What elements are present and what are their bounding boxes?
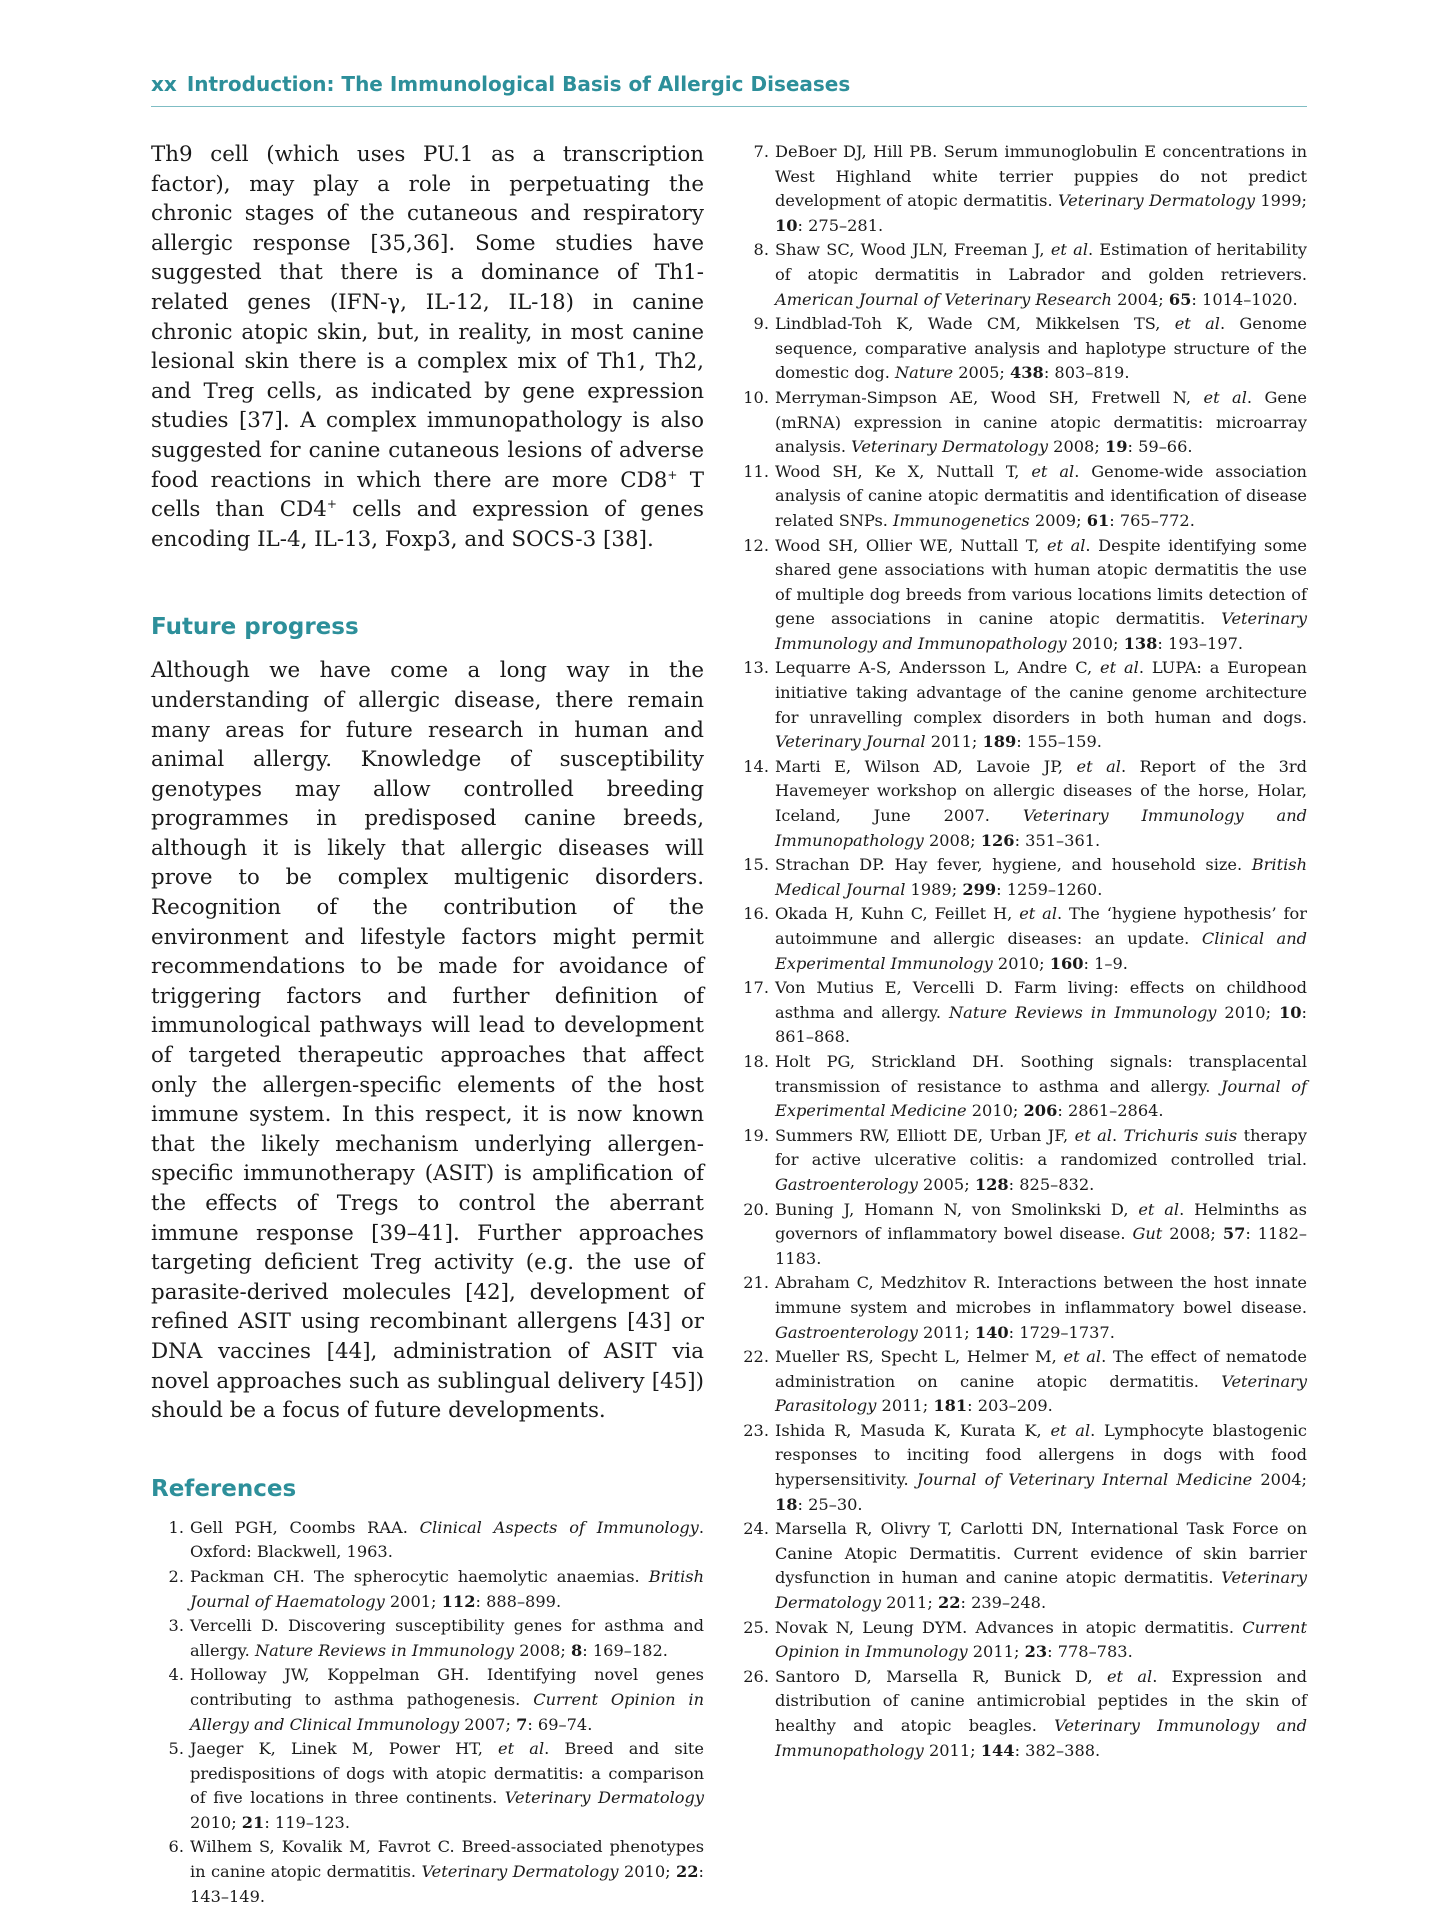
reference-journal: Gastroenterology <box>775 1322 918 1342</box>
reference-authors: Gell PGH, Coombs RAA. <box>190 1517 420 1537</box>
reference-year: 2011; <box>967 1642 1025 1662</box>
reference-year: 2009; <box>1029 510 1087 530</box>
reference-number: 25. <box>743 1617 769 1637</box>
reference-item <box>151 1737 704 1835</box>
reference-text <box>190 1565 704 1614</box>
reference-journal: Veterinary Immunology and Immunopathology <box>775 1716 1307 1760</box>
reference-year: 1999; <box>1255 191 1308 211</box>
reference-volume: 10 <box>1279 1002 1302 1022</box>
reference-pages: : 1182–1183. <box>775 1224 1307 1268</box>
reference-pages: : 803–819. <box>1043 363 1130 383</box>
reference-journal: Journal of Experimental Medicine <box>775 1076 1307 1121</box>
reference-pages: : 239–248. <box>960 1593 1047 1613</box>
reference-title: . Gene (mRNA) expression in canine atopic dermatitis: microarray analysis. <box>775 387 1308 457</box>
reference-volume: 299 <box>962 879 997 899</box>
reference-volume: 438 <box>1010 363 1044 383</box>
reference-authors: Wilhem S, Kovalik M, Favrot C. Breed-associated phenotypes in canine atopic dermatitis. <box>190 1837 704 1882</box>
reference-title: . Expression and distribution of canine antimicrobial peptides in the skin of healthy and atopic beagles. <box>775 1666 1308 1735</box>
reference-year: 2008; <box>1162 1224 1223 1244</box>
reference-item <box>736 1616 1307 1665</box>
reference-etal: et al <box>1106 1666 1153 1686</box>
reference-volume: 140 <box>974 1322 1009 1342</box>
reference-title: . Breed and site predispositions of dogs with atopic dermatitis: a comparison of five locations in three continents. <box>190 1739 704 1808</box>
reference-text <box>775 1419 1307 1517</box>
reference-journal: American Journal of Veterinary Research <box>775 289 1112 309</box>
reference-text <box>775 534 1307 657</box>
reference-journal: Veterinary Dermatology <box>504 1788 704 1808</box>
reference-text <box>775 460 1307 534</box>
reference-number: 10. <box>743 387 769 407</box>
reference-volume: 144 <box>980 1740 1015 1760</box>
reference-authors: Holt PG, Strickland DH. Soothing signals: transplacental transmission of resistance to asthma and allergy. <box>775 1051 1307 1096</box>
reference-number: 6. <box>168 1837 184 1857</box>
superscript: + <box>326 497 337 511</box>
reference-item <box>736 656 1307 754</box>
reference-number: 8. <box>753 240 769 260</box>
reference-item <box>736 755 1307 853</box>
reference-authors: Okada H, Kuhn C, Feillet H, <box>775 904 1020 924</box>
reference-volume: 7 <box>516 1714 528 1734</box>
reference-text <box>190 1737 704 1835</box>
paragraph-text: T cells than CD4 <box>151 467 704 523</box>
reference-pages: : 1–9. <box>1083 953 1128 973</box>
reference-pages: : 25–30. <box>797 1494 863 1514</box>
reference-volume: 22 <box>676 1862 699 1882</box>
reference-number: 24. <box>743 1519 769 1539</box>
reference-pages: : 203–209. <box>967 1396 1053 1416</box>
reference-number: 1. <box>168 1517 184 1537</box>
reference-item <box>151 1835 704 1909</box>
reference-volume: 8 <box>571 1640 583 1660</box>
reference-etal: et al <box>1074 1125 1112 1145</box>
reference-title: . The effect of nematode administration on canine atopic dermatitis. <box>775 1347 1308 1391</box>
reference-year: 2011; <box>925 732 983 752</box>
reference-authors: Marti E, Wilson AD, Lavoie JP, <box>775 756 1077 776</box>
reference-year: 2007; <box>459 1714 517 1734</box>
reference-number: 26. <box>743 1666 769 1686</box>
reference-item <box>736 1665 1307 1763</box>
reference-authors: Santoro D, Marsella R, Bunick D, <box>775 1666 1107 1686</box>
section-heading-future-progress: Future progress <box>151 614 359 641</box>
reference-journal: Veterinary Immunology and Immunopathology <box>775 806 1307 850</box>
reference-number: 17. <box>743 978 769 998</box>
reference-item <box>736 1517 1307 1615</box>
reference-text <box>775 853 1307 902</box>
running-title: Introduction: The Immunological Basis of Allergic Diseases <box>186 72 851 96</box>
reference-title: . Despite identifying some shared gene associations with human atopic dermatitis the use of multiple dog breeds from various locations limits detection of gene associations in canine atopic dermatitis. <box>775 535 1307 629</box>
reference-title: . Lymphocyte blastogenic responses to inciting food allergens in dogs with food hypersensitivity. <box>775 1420 1307 1490</box>
reference-number: 13. <box>743 658 769 678</box>
reference-pages: : 275–281. <box>797 215 884 235</box>
reference-pages: : 1729–1737. <box>1008 1322 1115 1342</box>
reference-pages: : 825–832. <box>1008 1174 1095 1194</box>
reference-etal: et al <box>1063 1347 1102 1367</box>
page-number: xx <box>151 72 177 96</box>
reference-year: 2010; <box>966 1101 1024 1121</box>
reference-item <box>736 1198 1307 1272</box>
reference-number: 23. <box>743 1420 769 1440</box>
body-paragraph: Although we have come a long way in the understanding of allergic disease, there remain many areas for future research in human and animal allergy. Knowledge of susceptibility genotypes may allow controlled breeding programmes in predisposed canine breeds, although it is likely that allergic diseases will prove to be complex multigenic disorders. Recognition of the contribution of the environment and lifestyle factors might permit recommendations to be made for avoidance of triggering factors and further definition of immunological pathways will lead to development of targeted therapeutic approaches that affect only the allergen-specific elements of the host immune system. In this respect, it is now known that the likely mechanism underlying allergen-specific immunotherapy (ASIT) is amplification of the effects of Tregs to control the aberrant immune response [39–41]. Further approaches targeting deficient Treg activity (e.g. the use of parasite-derived molecules [42], development of refined ASIT using recombinant allergens [43] or DNA vaccines [44], administration of ASIT via novel approaches such as sublingual delivery [45]) should be a focus of future developments. <box>151 658 704 1424</box>
reference-pages: : 169–182. <box>582 1640 668 1660</box>
body-paragraph <box>151 140 704 554</box>
reference-item <box>736 1050 1307 1124</box>
reference-etal: et al <box>1138 1199 1180 1219</box>
reference-number: 5. <box>168 1739 184 1759</box>
reference-pages: : 888–899. <box>475 1591 562 1611</box>
reference-text <box>775 386 1307 460</box>
reference-item <box>736 534 1307 657</box>
reference-volume: 65 <box>1168 289 1192 309</box>
reference-authors: Merryman-Simpson AE, Wood SH, Fretwell N, <box>775 387 1204 407</box>
reference-year: 2001; <box>384 1591 442 1611</box>
reference-text <box>775 1198 1307 1272</box>
reference-volume: 126 <box>980 830 1015 850</box>
reference-text <box>775 140 1307 238</box>
reference-item <box>736 386 1307 460</box>
reference-volume: 23 <box>1024 1642 1048 1662</box>
reference-year: 2010; <box>618 1862 676 1882</box>
reference-text <box>775 755 1307 853</box>
reference-item <box>736 976 1307 1050</box>
reference-year: 1989; <box>905 879 963 899</box>
reference-number: 12. <box>743 535 769 555</box>
reference-text <box>775 238 1307 312</box>
superscript: + <box>667 467 678 482</box>
reference-item <box>151 1614 704 1663</box>
reference-item <box>151 1516 704 1565</box>
reference-volume: 10 <box>775 215 798 235</box>
reference-journal: Veterinary Dermatology <box>775 1568 1307 1613</box>
reference-year: 2011; <box>923 1740 981 1760</box>
reference-pages: : 193–197. <box>1157 633 1244 653</box>
reference-authors: Von Mutius E, Vercelli D. Farm living: effects on childhood asthma and allergy. <box>775 978 1307 1022</box>
reference-pages: : 351–361. <box>1014 830 1101 850</box>
reference-number: 18. <box>743 1051 769 1071</box>
reference-etal: et al <box>1046 535 1086 555</box>
reference-etal: et al <box>1174 314 1220 334</box>
reference-item <box>736 1345 1307 1419</box>
reference-etal: et al <box>1203 387 1247 407</box>
reference-list-right <box>736 140 1307 1763</box>
reference-journal: Nature Reviews in Immunology <box>254 1640 515 1660</box>
reference-volume: 57 <box>1222 1224 1246 1244</box>
reference-journal: Immunogenetics <box>893 510 1030 530</box>
reference-journal: Gut <box>1132 1224 1163 1244</box>
reference-journal: Clinical and Experimental Immunology <box>775 929 1307 973</box>
reference-number: 7. <box>753 142 769 161</box>
reference-year: 2011; <box>880 1593 938 1613</box>
reference-pages: : 1259–1260. <box>996 879 1103 899</box>
reference-item <box>736 1419 1307 1517</box>
left-column <box>151 140 704 1909</box>
reference-year: 2011; <box>876 1396 934 1416</box>
reference-etal: et al <box>1019 904 1058 924</box>
reference-text <box>775 1124 1307 1198</box>
reference-title: . Report of the 3rd Havemeyer workshop on allergic diseases of the horse, Holar, Iceland, June 2007. <box>775 756 1308 826</box>
reference-volume: 61 <box>1086 510 1110 530</box>
reference-volume: 18 <box>775 1494 798 1514</box>
reference-authors: Wood SH, Ollier WE, Nuttall T, <box>775 535 1047 555</box>
reference-authors: Mueller RS, Specht L, Helmer M, <box>775 1347 1064 1367</box>
reference-pages: : 155–159. <box>1016 732 1102 752</box>
reference-text <box>775 1517 1307 1615</box>
reference-number: 11. <box>743 461 769 481</box>
reference-etal: et al <box>1031 461 1075 481</box>
reference-etal: et al <box>498 1739 545 1759</box>
reference-authors: Wood SH, Ke X, Nuttall T, <box>775 461 1032 481</box>
reference-journal: Nature Reviews in Immunology <box>949 1002 1217 1022</box>
reference-authors: Lindblad-Toh K, Wade CM, Mikkelsen TS, <box>775 314 1175 334</box>
reference-text <box>775 1050 1307 1124</box>
reference-text <box>775 1665 1307 1763</box>
reference-authors: Abraham C, Medzhitov R. Interactions between the host innate immune system and microbes in inflammatory bowel disease. <box>775 1273 1307 1317</box>
reference-item <box>736 1124 1307 1198</box>
reference-pages: : 59–66. <box>1127 437 1193 457</box>
reference-journal: Veterinary Journal <box>775 732 926 752</box>
reference-item <box>736 140 1307 238</box>
reference-title: . The ‘hygiene hypothesis’ for autoimmune and allergic diseases: an update. <box>775 904 1308 948</box>
reference-title: . LUPA: a European initiative taking advantage of the canine genome architecture for unravelling complex disorders in both human and dogs. <box>775 658 1307 727</box>
reference-journal: Veterinary Dermatology <box>1057 191 1256 211</box>
reference-list-left <box>151 1516 704 1909</box>
reference-volume: 19 <box>1104 437 1128 457</box>
reference-text <box>190 1835 704 1909</box>
right-column <box>736 140 1307 1763</box>
reference-journal: Veterinary Dermatology <box>851 437 1049 457</box>
reference-title: . <box>1111 1125 1124 1145</box>
reference-volume: 189 <box>982 732 1017 752</box>
reference-text <box>775 1616 1307 1665</box>
reference-year: 2010; <box>190 1812 242 1832</box>
reference-journal: Journal of Veterinary Internal Medicine <box>916 1470 1253 1490</box>
reference-authors: Marsella R, Olivry T, Carlotti DN, International Task Force on Canine Atopic Dermatitis. Current evidence of skin barrier dysfunction in human and canine atopic dermatitis. <box>775 1519 1307 1588</box>
reference-number: 20. <box>743 1199 769 1219</box>
reference-item <box>736 460 1307 534</box>
reference-title: . Genome sequence, comparative analysis and haplotype structure of the domestic dog. <box>775 314 1307 383</box>
reference-journal: Veterinary Immunology and Immunopathology <box>775 609 1307 653</box>
reference-journal: Veterinary Dermatology <box>421 1862 619 1882</box>
reference-text <box>775 1271 1307 1345</box>
reference-item <box>736 902 1307 976</box>
reference-journal: Current Opinion in Allergy and Clinical Immunology <box>190 1689 704 1734</box>
reference-volume: 160 <box>1049 953 1084 973</box>
reference-year: 2004; <box>1252 1470 1307 1490</box>
reference-pages: : 778–783. <box>1047 1642 1133 1662</box>
reference-journal: Clinical Aspects of Immunology <box>419 1517 699 1537</box>
reference-pages: : 1014–1020. <box>1191 289 1298 309</box>
reference-volume: 112 <box>441 1591 476 1611</box>
reference-year: . Oxford: Blackwell, 1963. <box>190 1517 704 1562</box>
reference-volume: 128 <box>974 1174 1009 1194</box>
reference-number: 16. <box>743 904 769 924</box>
reference-title: therapy for active ulcerative colitis: a randomized controlled trial. <box>775 1125 1307 1170</box>
reference-item <box>736 312 1307 386</box>
reference-authors: Buning J, Homann N, von Smolinkski D, <box>775 1199 1139 1219</box>
reference-text <box>775 902 1307 976</box>
reference-authors: Summers RW, Elliott DE, Urban JF, <box>775 1125 1075 1145</box>
reference-item <box>151 1663 704 1737</box>
reference-etal: et al <box>1050 1420 1091 1440</box>
reference-volume: 138 <box>1123 633 1158 653</box>
reference-pages: : 69–74. <box>527 1714 593 1734</box>
reference-number: 14. <box>743 756 769 776</box>
reference-authors: Jaeger K, Linek M, Power HT, <box>190 1739 499 1759</box>
reference-volume: 181 <box>933 1396 968 1416</box>
reference-text <box>775 656 1307 754</box>
reference-authors: Holloway JW, Koppelman GH. Identifying novel genes contributing to asthma pathogenesis. <box>190 1665 704 1709</box>
reference-year: 2008; <box>514 1640 571 1660</box>
reference-pages: : 382–388. <box>1014 1740 1101 1760</box>
reference-pages: : 119–123. <box>264 1812 350 1832</box>
reference-year: 2005; <box>917 1174 975 1194</box>
reference-authors: DeBoer DJ, Hill PB. Serum immunoglobulin E concentrations in West Highland white terrier puppies do not predict development of atopic dermatitis. <box>775 142 1307 211</box>
reference-title: . Genome-wide association analysis of canine atopic dermatitis and identification of disease related SNPs. <box>775 461 1307 530</box>
reference-number: 21. <box>743 1273 769 1293</box>
reference-authors: Ishida R, Masuda K, Kurata K, <box>775 1420 1051 1440</box>
reference-title: . Estimation of heritability of atopic dermatitis in Labrador and golden retrievers. <box>775 240 1307 284</box>
reference-authors: Lequarre A-S, Andersson L, Andre C, <box>775 658 1101 678</box>
reference-volume: 22 <box>937 1593 961 1613</box>
reference-authors: Vercelli D. Discovering susceptibility genes for asthma and allergy. <box>190 1616 704 1660</box>
reference-text <box>190 1663 704 1737</box>
reference-text <box>775 312 1307 386</box>
reference-text <box>190 1614 704 1663</box>
reference-journal: Veterinary Parasitology <box>775 1371 1307 1416</box>
reference-year: 2010; <box>1066 633 1124 653</box>
reference-pages: : 861–868. <box>775 1002 1307 1047</box>
reference-year: 2010; <box>992 953 1050 973</box>
reference-number: 4. <box>168 1665 184 1685</box>
reference-journal: British Medical Journal <box>775 855 1307 899</box>
reference-title: . Helminths as governors of inflammatory bowel disease. <box>775 1199 1307 1244</box>
reference-item <box>736 238 1307 312</box>
reference-year: 2004; <box>1111 289 1169 309</box>
reference-etal: et al <box>1076 756 1121 776</box>
reference-pages: : 765–772. <box>1109 510 1195 530</box>
section-heading-references: References <box>151 1475 297 1502</box>
reference-authors: Novak N, Leung DYM. Advances in atopic dermatitis. <box>775 1617 1243 1637</box>
reference-italic-title: Trichuris suis <box>1123 1125 1238 1145</box>
reference-number: 3. <box>168 1616 184 1636</box>
reference-number: 19. <box>743 1125 769 1145</box>
reference-etal: et al <box>1100 658 1139 678</box>
reference-journal: Current Opinion in Immunology <box>775 1617 1307 1662</box>
reference-authors: Packman CH. The spherocytic haemolytic anaemias. <box>190 1566 649 1586</box>
reference-year: 2010; <box>1216 1002 1279 1022</box>
reference-authors: Shaw SC, Wood JLN, Freeman J, <box>775 240 1051 260</box>
reference-item <box>736 1271 1307 1345</box>
reference-number: 9. <box>753 314 769 334</box>
reference-pages: : 143–149. <box>190 1862 704 1906</box>
reference-number: 22. <box>743 1347 769 1367</box>
reference-pages: : 2861–2864. <box>1057 1101 1164 1121</box>
paragraph-text: cells and expression of genes encoding IL-4, IL-13, Foxp3, and SOCS-3 [38]. <box>151 497 704 552</box>
reference-year: 2011; <box>917 1322 975 1342</box>
reference-text <box>190 1516 704 1565</box>
reference-journal: British Journal of Haematology <box>190 1566 704 1611</box>
reference-volume: 21 <box>241 1812 265 1832</box>
reference-journal: Nature <box>895 363 954 383</box>
reference-journal: Gastroenterology <box>775 1174 918 1194</box>
reference-authors: Strachan DP. Hay fever, hygiene, and household size. <box>775 855 1252 875</box>
reference-text <box>775 976 1307 1050</box>
reference-year: 2008; <box>923 830 981 850</box>
reference-etal: et al <box>1050 240 1089 260</box>
reference-number: 2. <box>168 1566 184 1586</box>
reference-year: 2008; <box>1048 437 1105 457</box>
reference-item <box>736 853 1307 902</box>
reference-number: 15. <box>743 855 769 875</box>
reference-text <box>775 1345 1307 1419</box>
paragraph-text: Th9 cell (which uses PU.1 as a transcription factor), may play a role in perpetuating the chronic stages of the cutaneous and respiratory allergic response [35,36]. Some studies have suggested that there is a dominance of Th1-related genes (IFN-γ, IL-12, IL-18) in canine chronic atopic skin, but, in reality, in most canine lesional skin there is a complex mix of Th1, Th2, and Treg cells, as indicated by gene expression studies [37]. A complex immunopathology is also suggested for canine cutaneous lesions of adverse food reactions in which there are more CD8 <box>151 142 704 493</box>
reference-year: 2005; <box>953 363 1011 383</box>
reference-volume: 206 <box>1023 1101 1058 1121</box>
running-header <box>151 72 1307 107</box>
reference-item <box>151 1565 704 1614</box>
